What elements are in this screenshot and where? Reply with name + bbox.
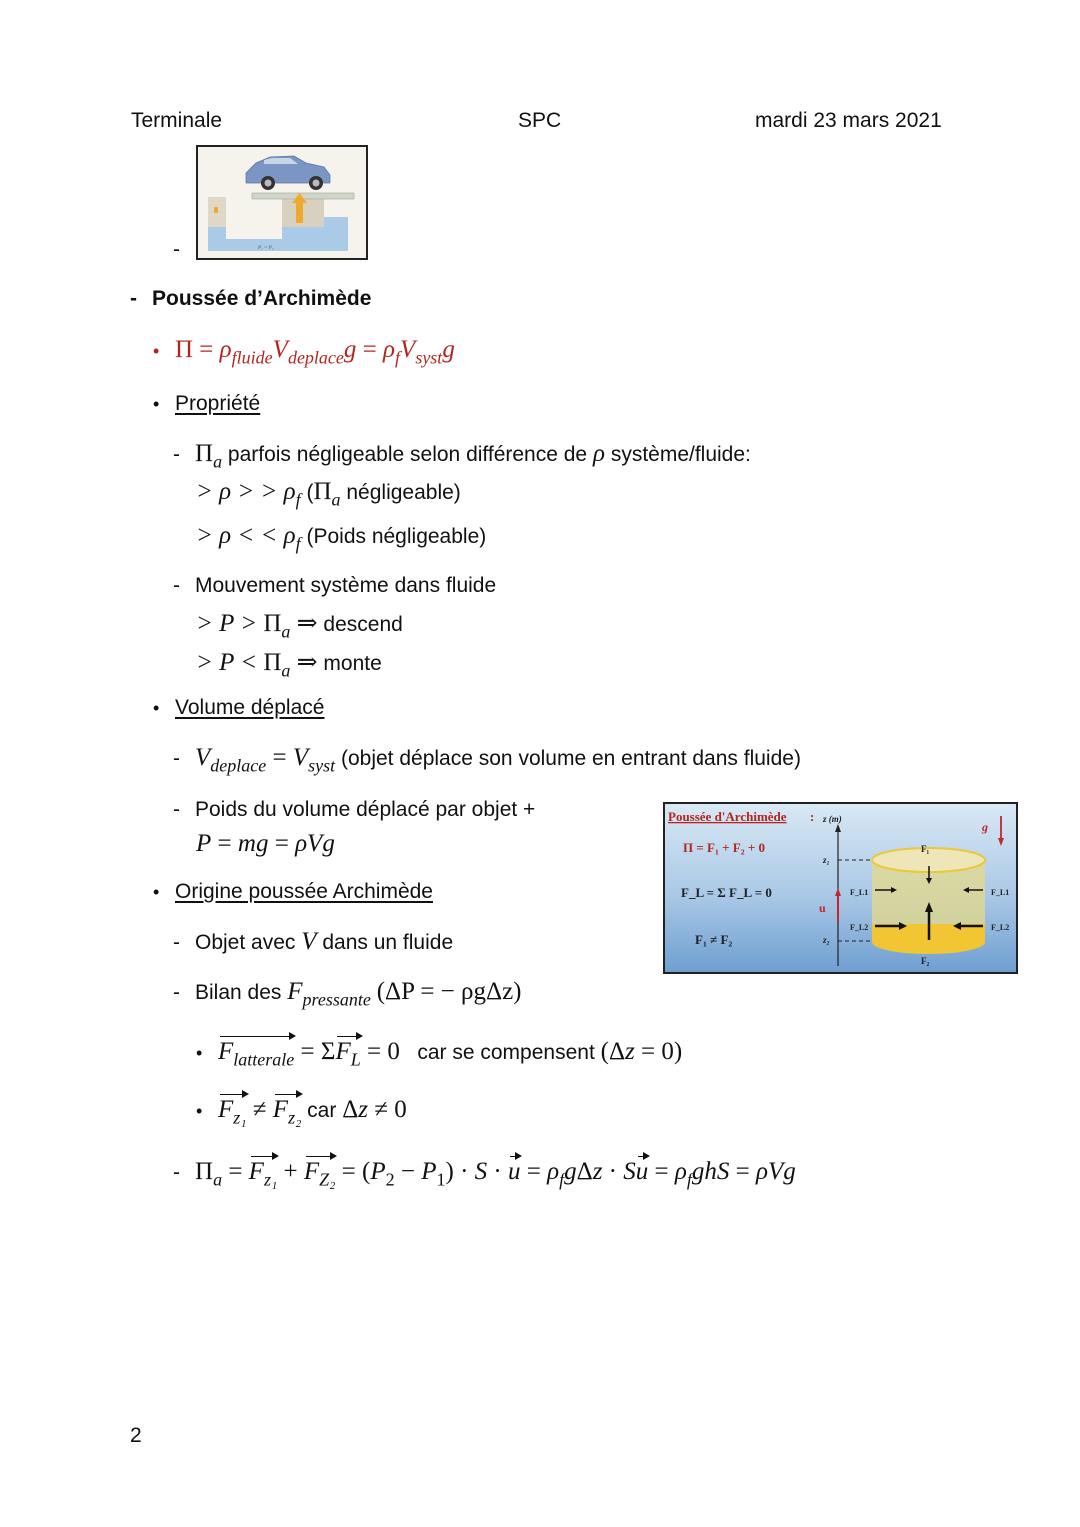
case-rho-greater: > ρ > > $\rho_f$ ($\Pi_a$ négligeable) xyxy=(196,478,461,510)
hydraulic-lift-illustration xyxy=(198,147,366,258)
svg-text:Π = F₁ + F₂ + 0: Π = F₁ + F₂ + 0 xyxy=(683,840,766,855)
svg-text:z₂: z₂ xyxy=(823,935,830,945)
svg-text::: : xyxy=(810,809,815,824)
bullet: • xyxy=(153,394,160,414)
case-rho-less: > ρ < < $\rho_f$ (Poids négligeable) xyxy=(196,522,487,554)
volume-heading: • Volume déplacé xyxy=(153,696,325,719)
svg-text:u: u xyxy=(819,901,826,915)
hydraulic-lift-image xyxy=(196,145,368,260)
propriete-item-negligeable: - $\Pi_a$ parfois négligeable selon différence de ρ système/fluide: xyxy=(173,440,751,472)
svg-text:z (m): z (m) xyxy=(823,814,842,824)
bilan-vertical: • $F_{z_1} \ne F_{z_2}$ car Δz ≠ 0 xyxy=(196,1096,407,1128)
svg-text:F₁: F₁ xyxy=(921,844,930,854)
volume-item-equality: - $V_{deplace} = V_{syst}$ (objet déplace son volume en entrant dans fluide) xyxy=(173,744,801,776)
svg-text:P₁ = P₂: P₁ = P₂ xyxy=(258,246,274,251)
bullet: • xyxy=(153,698,160,718)
svg-text:g: g xyxy=(982,820,988,834)
poids-formula: P = mg = ρVg xyxy=(196,830,335,857)
svg-text:F_L = Σ F_L = 0: F_L = Σ F_L = 0 xyxy=(681,885,772,900)
svg-text:F₂: F₂ xyxy=(921,956,930,966)
origine-item-bilan: - Bilan des $F_{pressante}$ (ΔP = − ρgΔz) xyxy=(173,978,522,1010)
header-course-level: Terminale xyxy=(131,109,223,132)
page-number: 2 xyxy=(130,1424,142,1447)
origine-heading: • Origine poussée Archimède xyxy=(153,880,433,903)
volume-item-poids: - Poids du volume déplacé par objet + xyxy=(173,798,536,821)
propriete-item-mouvement: - Mouvement système dans fluide xyxy=(173,574,497,597)
section-title: Poussée d’Archimède xyxy=(152,287,372,310)
archimede-diagram xyxy=(663,802,1018,974)
svg-text:z₁: z₁ xyxy=(823,855,830,865)
origine-item-objet: - Objet avec V dans un fluide xyxy=(173,928,454,955)
archimedes-formula: • $\Pi = \rho_{fluide}V_{deplace}g = \rho_fV_{syst}g$ xyxy=(153,336,455,368)
bullet: • xyxy=(153,882,160,902)
case-descend: > $P > \Pi_a$ ⇒ descend xyxy=(196,610,403,642)
svg-text:F_L2: F_L2 xyxy=(850,923,869,932)
svg-text:F_L1: F_L1 xyxy=(850,888,869,897)
propriete-heading xyxy=(153,392,260,416)
svg-text:F₁ ≠ F₂: F₁ ≠ F₂ xyxy=(695,932,733,947)
case-monte: > $P < \Pi_a$ ⇒ monte xyxy=(196,649,382,681)
list-dash: - xyxy=(173,238,180,261)
bilan-lateral: • $F_{latterale} = \Sigma F_L = 0$ car se compensent (Δz = 0) xyxy=(196,1038,683,1070)
header-date: mardi 23 mars 2021 xyxy=(755,109,942,132)
propriete-label: Propriété xyxy=(175,392,261,415)
bullet: • xyxy=(153,341,160,361)
list-dash: - xyxy=(130,287,137,310)
archimede-cylinder-diagram xyxy=(665,804,1016,972)
header-subject: SPC xyxy=(518,109,562,132)
svg-text:F_L1: F_L1 xyxy=(991,888,1010,897)
svg-text:F_L2: F_L2 xyxy=(991,923,1010,932)
svg-text:Poussée d'Archimède: Poussée d'Archimède xyxy=(668,809,787,824)
final-formula: - $\Pi_a = F_{z_1} + F_{Z_2} = (P_2 - P_1) \cdot S \cdot u = \rho_fg\Delta z \cdot Su = \rho_fghS = \rho Vg$ xyxy=(173,1158,796,1190)
section-heading xyxy=(130,287,371,311)
